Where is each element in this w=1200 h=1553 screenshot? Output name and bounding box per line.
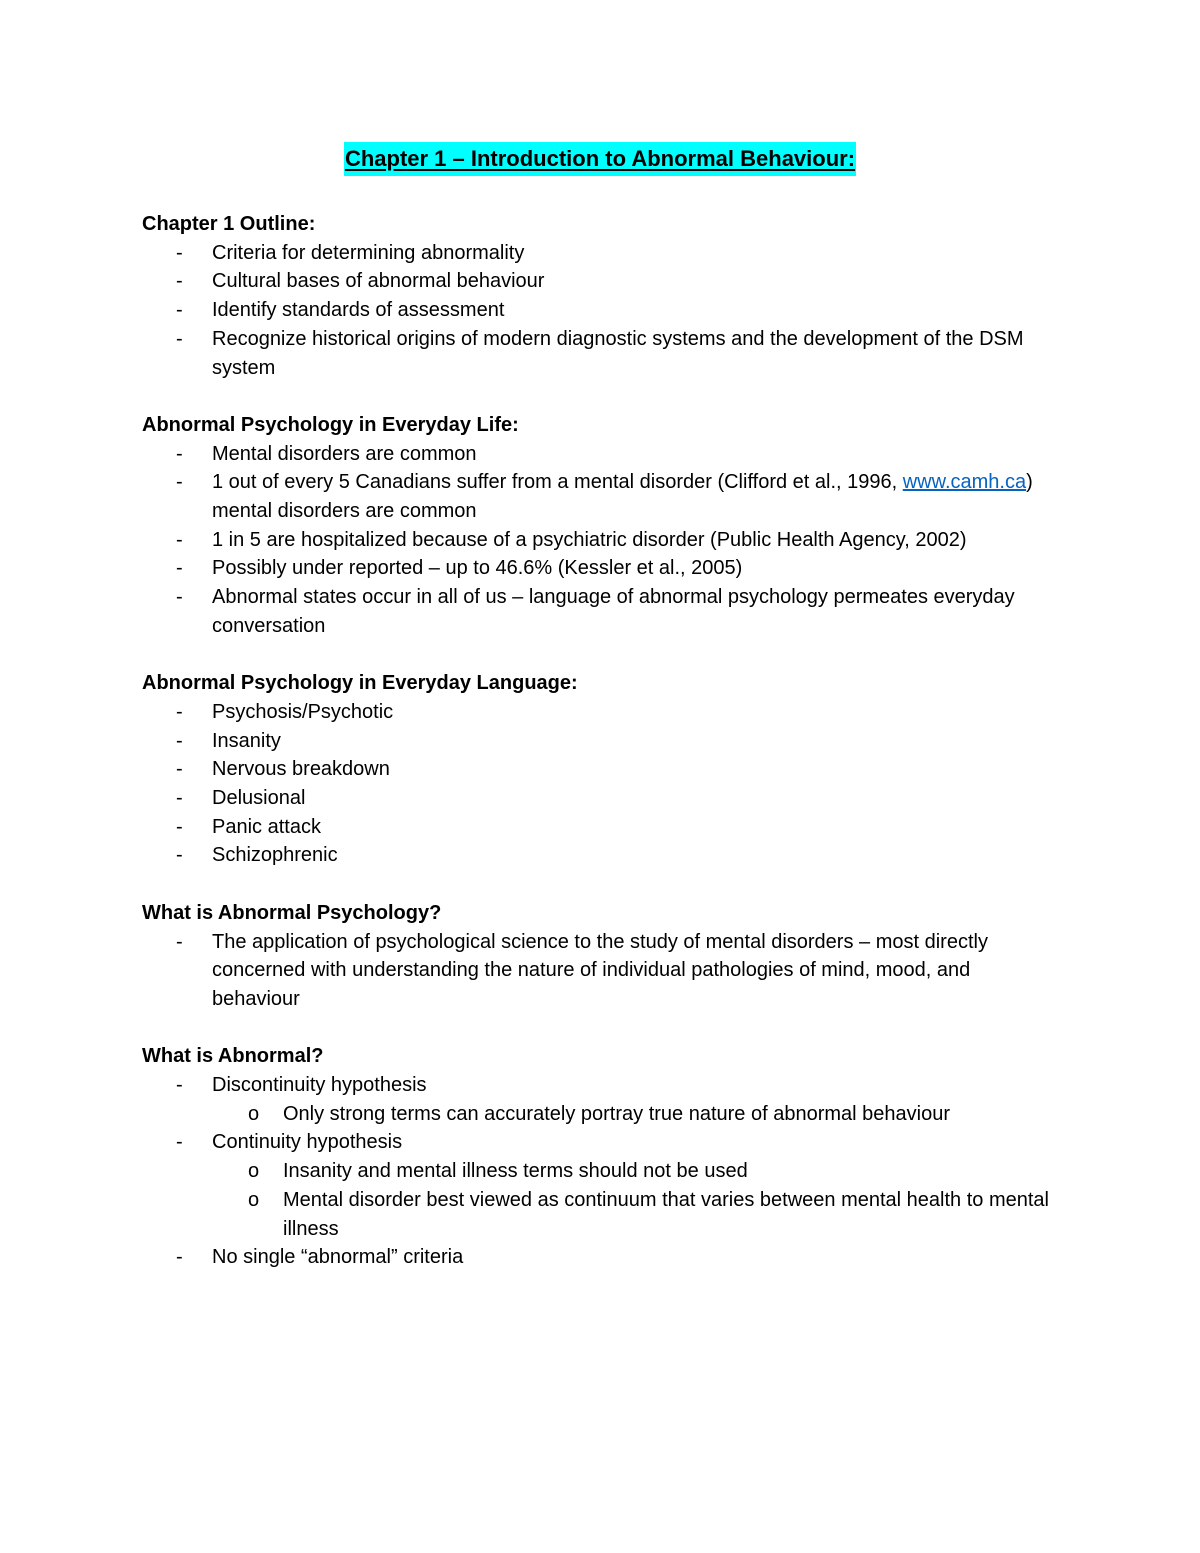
bullet-dash: - (176, 1074, 183, 1097)
bullet-dash: - (176, 299, 183, 322)
list-item-text: Insanity (212, 729, 281, 752)
document-body (142, 210, 1062, 1301)
list-item (142, 440, 1062, 469)
section-outline (142, 210, 1062, 382)
section-everyday-language (142, 669, 1062, 870)
bullet-dash: - (176, 528, 183, 551)
section-heading: Abnormal Psychology in Everyday Language: (142, 672, 578, 695)
list-item (142, 325, 1062, 382)
list-item (142, 1243, 1062, 1272)
sub-list-item (142, 1100, 1062, 1129)
bullet-dash: - (176, 758, 183, 781)
list-item (142, 841, 1062, 870)
bullet-dash: - (176, 327, 183, 350)
list-item (142, 267, 1062, 296)
section-heading: Chapter 1 Outline: (142, 213, 316, 235)
bullet-dash: - (176, 270, 183, 293)
section-everyday-life (142, 411, 1062, 641)
list-item (142, 583, 1062, 640)
bullet-dash: - (176, 930, 183, 953)
list-item-text: Psychosis/Psychotic (212, 700, 394, 723)
section-what-is-abnormal-psychology (142, 899, 1062, 1014)
bullet-dash: - (176, 241, 183, 264)
bullet-dash: - (176, 844, 183, 867)
list-item (142, 727, 1062, 756)
list-item-text: Criteria for determining abnormality (212, 241, 525, 264)
bullet-dash: - (176, 1246, 183, 1269)
list-item (142, 1071, 1062, 1100)
list-item (142, 698, 1062, 727)
list-item-text: No single “abnormal” criteria (212, 1246, 464, 1269)
sub-list-item (142, 1157, 1062, 1186)
list-item-text: Identify standards of assessment (212, 299, 505, 322)
camh-link[interactable]: www.camh.ca (902, 471, 1027, 494)
list-item (142, 1128, 1062, 1157)
title-container (0, 142, 1200, 176)
list-item-text: Abnormal states occur in all of us – language of abnormal psychology permeates everyday conversation (212, 586, 1015, 637)
list-item-text: Possibly under reported – up to 46.6% (Kessler et al., 2005) (212, 557, 743, 580)
list-item-text: Continuity hypothesis (212, 1131, 403, 1154)
circle-bullet-icon: o (248, 1102, 260, 1125)
bullet-dash: - (176, 471, 183, 494)
section-heading: Abnormal Psychology in Everyday Life: (142, 413, 519, 436)
list-item (142, 239, 1062, 268)
bullet-dash: - (176, 729, 183, 752)
sub-list-item-text: Insanity and mental illness terms should not be used (283, 1160, 748, 1183)
list-item-text-before-link: 1 out of every 5 Canadians suffer from a mental disorder (Clifford et al., 1996, (212, 471, 903, 494)
list-item-text: Mental disorders are common (212, 442, 477, 465)
list-item (142, 526, 1062, 555)
circle-bullet-icon: o (248, 1160, 260, 1183)
list-item-text: 1 in 5 are hospitalized because of a psychiatric disorder (Public Health Agency, 2002) (212, 528, 967, 551)
bullet-dash: - (176, 700, 183, 723)
list-item-text: Nervous breakdown (212, 758, 390, 781)
list-item (142, 296, 1062, 325)
list-item (142, 468, 1062, 525)
sub-list-item-text: Mental disorder best viewed as continuum that varies between mental health to mental illness (283, 1188, 1049, 1240)
bullet-dash: - (176, 557, 183, 580)
bullet-dash: - (176, 586, 183, 609)
section-heading: What is Abnormal? (142, 1045, 324, 1068)
list-item (142, 928, 1062, 1014)
list-item (142, 813, 1062, 842)
list-item-text: Panic attack (212, 815, 321, 838)
chapter-title: Chapter 1 – Introduction to Abnormal Behaviour: (344, 142, 856, 176)
list-item (142, 784, 1062, 813)
sub-list-item-text: Only strong terms can accurately portray true nature of abnormal behaviour (283, 1102, 950, 1125)
section-heading: What is Abnormal Psychology? (142, 901, 442, 924)
circle-bullet-icon: o (248, 1188, 260, 1211)
list-item (142, 755, 1062, 784)
bullet-dash: - (176, 442, 183, 465)
list-item-text-after-link: ) mental disorders are common (212, 471, 1033, 523)
list-item-text: Discontinuity hypothesis (212, 1074, 427, 1097)
list-item-text: Schizophrenic (212, 844, 338, 867)
list-item-text: The application of psychological science to the study of mental disorders – most directly concerned with understanding the nature of individual pathologies of mind, mood, and behaviour (212, 930, 988, 1010)
list-item (142, 554, 1062, 583)
bullet-dash: - (176, 1131, 183, 1154)
list-item-text: Recognize historical origins of modern diagnostic systems and the development of the DSM system (212, 327, 1024, 379)
section-what-is-abnormal (142, 1042, 1062, 1272)
list-item-text: Delusional (212, 787, 306, 810)
sub-list-item (142, 1186, 1062, 1243)
list-item-text: Cultural bases of abnormal behaviour (212, 270, 545, 293)
bullet-dash: - (176, 815, 183, 838)
bullet-dash: - (176, 787, 183, 810)
